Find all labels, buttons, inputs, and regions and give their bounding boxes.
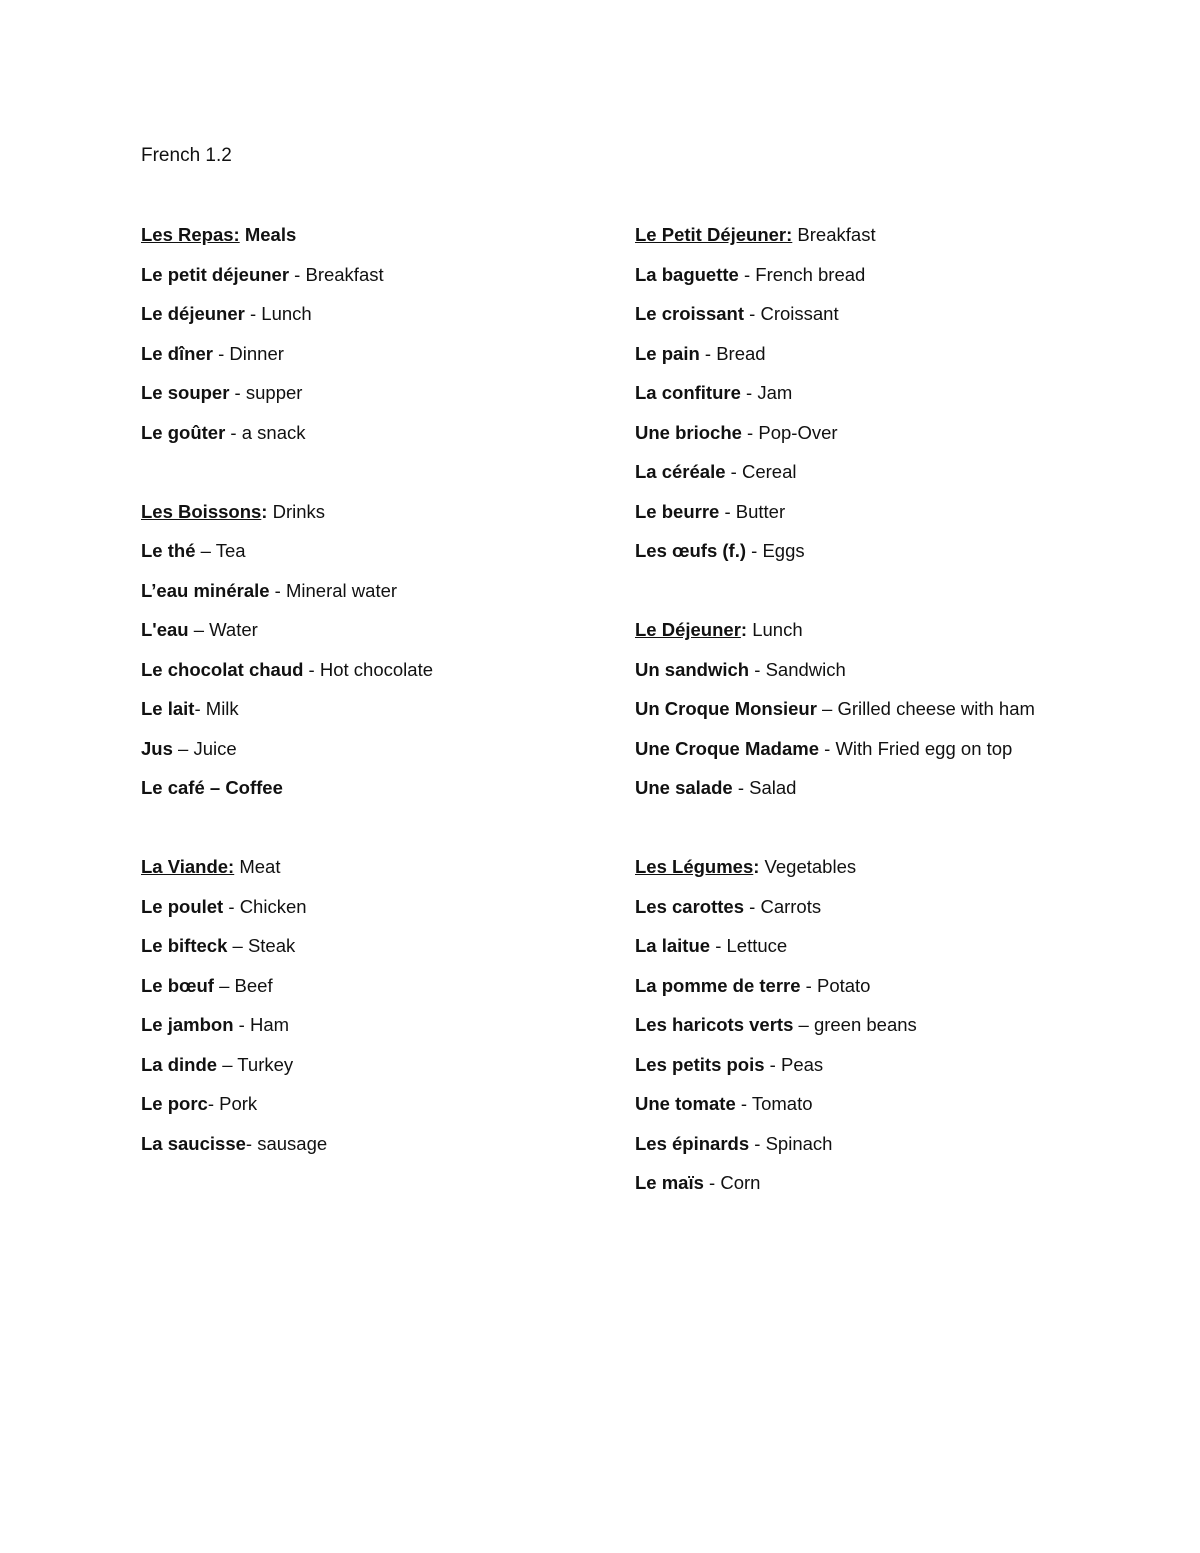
section-heading — [635, 856, 1115, 896]
vocab-item — [141, 619, 601, 659]
vocab-translation: Croissant — [760, 303, 839, 324]
vocab-term: Le pain — [635, 342, 700, 364]
vocab-term: Les haricots verts — [635, 1014, 794, 1035]
vocab-translation: Mineral water — [286, 579, 398, 601]
vocab-translation: Grilled cheese with ham — [837, 698, 1035, 719]
vocab-item — [141, 777, 601, 817]
vocab-term: Le beurre — [635, 500, 720, 522]
vocab-translation: Dinner — [229, 342, 284, 364]
section-heading-translation: Vegetables — [759, 856, 857, 877]
vocab-item — [141, 540, 601, 580]
vocab-term: Une Croque Madame — [635, 737, 820, 759]
vocab-separator: – — [816, 698, 838, 719]
vocab-term: Une brioche — [635, 421, 742, 443]
section-heading-translation: Drinks — [267, 500, 326, 522]
vocab-term: Le bœuf — [141, 974, 214, 996]
vocab-separator: - — [289, 263, 306, 285]
vocab-item — [635, 1133, 1115, 1173]
section-heading — [635, 619, 1115, 659]
vocab-separator: - — [744, 895, 761, 917]
vocab-term: Les petits pois — [635, 1053, 765, 1075]
vocab-term: Un Croque Monsieur — [635, 698, 817, 719]
vocab-section — [635, 856, 1115, 1212]
vocab-separator: - — [194, 698, 206, 719]
right-column — [635, 224, 1115, 1251]
vocab-translation: Juice — [193, 737, 237, 759]
vocab-term: Le croissant — [635, 303, 744, 324]
vocab-item — [635, 738, 1115, 778]
vocab-item — [141, 422, 601, 462]
vocab-translation: Breakfast — [305, 263, 384, 285]
vocab-item — [635, 343, 1115, 383]
vocab-separator: - — [207, 1093, 220, 1114]
vocab-term: Le chocolat chaud — [141, 658, 304, 680]
vocab-translation: Bread — [716, 342, 766, 364]
vocab-item — [635, 303, 1115, 343]
vocab-translation: Water — [209, 619, 258, 640]
vocab-term: Le poulet — [141, 895, 224, 917]
vocab-section — [141, 856, 601, 1172]
section-heading-translation: Meat — [234, 856, 281, 877]
vocab-separator: - — [212, 342, 230, 364]
vocab-item — [635, 422, 1115, 462]
vocab-item — [141, 382, 601, 422]
vocab-translation: Jam — [757, 382, 793, 403]
vocab-term: La dinde — [141, 1053, 218, 1075]
section-heading-translation: Breakfast — [792, 224, 876, 245]
vocab-item — [635, 777, 1115, 817]
vocab-translation: French bread — [755, 263, 866, 285]
vocab-item — [141, 343, 601, 383]
vocab-separator: - — [744, 303, 761, 324]
vocab-separator: - — [819, 737, 836, 759]
vocab-separator: - — [741, 421, 759, 443]
vocab-separator: – — [227, 935, 248, 956]
section-heading-translation: Lunch — [747, 619, 803, 640]
vocab-translation: Peas — [780, 1053, 824, 1075]
vocab-translation: Chicken — [239, 895, 307, 917]
vocab-item — [635, 698, 1115, 738]
vocab-item — [141, 698, 601, 738]
vocab-translation: Potato — [816, 974, 871, 996]
vocab-translation: Eggs — [762, 540, 805, 561]
vocab-separator: – — [217, 1053, 238, 1075]
vocab-translation: Lettuce — [726, 935, 788, 956]
vocab-section — [635, 224, 1115, 580]
vocab-item — [635, 501, 1115, 541]
vocab-translation: Salad — [749, 777, 797, 798]
vocab-item — [141, 975, 601, 1015]
vocab-item — [141, 1093, 601, 1133]
vocab-translation: Milk — [205, 698, 239, 719]
vocab-separator: - — [245, 1132, 258, 1154]
vocab-item — [141, 659, 601, 699]
vocab-term: La baguette — [635, 263, 739, 285]
section-heading — [141, 856, 601, 896]
vocab-term: L’eau minérale — [141, 579, 270, 601]
vocab-translation: Sandwich — [765, 658, 846, 680]
vocab-translation: sausage — [257, 1132, 328, 1154]
section-heading-label: Les Légumes — [635, 856, 754, 877]
vocab-translation: Corn — [720, 1172, 761, 1193]
vocab-term: Le dîner — [141, 342, 213, 364]
vocab-translation: Turkey — [237, 1053, 294, 1075]
vocab-translation: Ham — [249, 1014, 290, 1035]
section-heading-translation: Meals — [239, 224, 297, 245]
vocab-translation: Pop-Over — [758, 421, 838, 443]
vocab-section — [635, 619, 1115, 817]
section-heading-colon: : — [261, 500, 268, 522]
vocab-term: Le déjeuner — [141, 303, 245, 324]
vocab-separator: - — [269, 579, 286, 601]
vocab-term: Le lait — [141, 698, 195, 719]
vocab-term: Une tomate — [635, 1093, 736, 1114]
vocab-term: La céréale — [635, 461, 726, 482]
vocab-term: La confiture — [635, 382, 741, 403]
vocab-item — [141, 1133, 601, 1173]
vocab-translation: green beans — [813, 1014, 917, 1035]
vocab-item — [141, 303, 601, 343]
vocab-term: Le thé — [141, 540, 196, 561]
vocab-separator: - — [703, 1172, 721, 1193]
left-column — [141, 224, 601, 1212]
vocab-translation: Cereal — [741, 461, 797, 482]
vocab-separator: - — [735, 1093, 752, 1114]
vocab-term: Le jambon — [141, 1014, 234, 1035]
vocab-section — [141, 501, 601, 817]
vocab-separator: - — [725, 461, 742, 482]
section-heading-label: La Viande: — [141, 856, 235, 877]
vocab-separator: - — [740, 382, 758, 403]
vocab-item — [635, 264, 1115, 304]
vocab-term: Les épinards — [635, 1132, 750, 1154]
vocab-item — [141, 1014, 601, 1054]
vocab-translation: Spinach — [765, 1132, 833, 1154]
vocab-term: Le goûter — [141, 421, 226, 443]
vocab-separator: - — [303, 658, 320, 680]
vocab-term: L'eau — [141, 619, 189, 640]
vocab-term: Le café – Coffee — [141, 777, 283, 798]
vocab-item — [635, 461, 1115, 501]
vocab-separator: - — [223, 895, 240, 917]
vocab-item — [635, 1054, 1115, 1094]
vocab-term: Jus — [141, 737, 173, 759]
vocab-translation: Lunch — [261, 303, 312, 324]
vocab-translation: Butter — [735, 500, 786, 522]
vocab-separator: - — [710, 935, 727, 956]
vocab-separator: – — [188, 619, 210, 640]
vocab-item — [635, 935, 1115, 975]
vocab-separator: – — [793, 1014, 814, 1035]
vocab-translation: supper — [245, 382, 303, 403]
vocab-separator: – — [213, 974, 235, 996]
vocab-separator: - — [746, 540, 763, 561]
vocab-translation: Tea — [215, 540, 246, 561]
vocab-term: La saucisse — [141, 1132, 246, 1154]
vocab-term: Les œufs (f.) — [635, 540, 746, 561]
section-heading — [141, 501, 601, 541]
section-heading-label: Les Repas: — [141, 224, 240, 245]
vocab-translation: Tomato — [751, 1093, 813, 1114]
vocab-item — [635, 540, 1115, 580]
section-heading-label: Le Déjeuner — [635, 619, 741, 640]
vocab-separator: - — [229, 382, 246, 403]
vocab-separator: - — [732, 777, 750, 798]
vocab-translation: With Fried egg on top — [835, 737, 1013, 759]
document-title: French 1.2 — [141, 145, 232, 166]
vocab-item — [635, 1014, 1115, 1054]
vocab-item — [141, 935, 601, 975]
vocab-separator: - — [719, 500, 736, 522]
vocab-item — [141, 896, 601, 936]
vocab-term: Le maïs — [635, 1172, 704, 1193]
vocab-term: Les carottes — [635, 895, 744, 917]
vocab-item — [141, 264, 601, 304]
vocab-separator: – — [195, 540, 216, 561]
vocab-translation: Steak — [247, 935, 296, 956]
vocab-separator: - — [699, 342, 717, 364]
vocab-item — [635, 1172, 1115, 1212]
vocab-item — [635, 659, 1115, 699]
vocab-term: La pomme de terre — [635, 974, 801, 996]
vocab-item — [635, 382, 1115, 422]
vocab-term: La laitue — [635, 935, 711, 956]
vocab-translation: Hot chocolate — [319, 658, 433, 680]
section-heading — [141, 224, 601, 264]
section-heading — [635, 224, 1115, 264]
section-heading-label: Les Boissons — [141, 500, 262, 522]
vocab-separator: - — [225, 421, 242, 443]
vocab-separator: - — [800, 974, 817, 996]
vocab-separator: - — [244, 303, 262, 324]
vocab-term: Le souper — [141, 382, 230, 403]
vocab-item — [635, 896, 1115, 936]
vocab-translation: Beef — [234, 974, 273, 996]
vocab-separator: – — [172, 737, 194, 759]
vocab-separator: - — [764, 1053, 781, 1075]
vocab-translation: Carrots — [760, 895, 822, 917]
section-heading-label: Le Petit Déjeuner: — [635, 224, 793, 245]
vocab-separator: - — [749, 1132, 766, 1154]
vocab-item — [141, 738, 601, 778]
vocab-separator: - — [738, 263, 756, 285]
vocab-separator: - — [233, 1014, 250, 1035]
section-heading-colon: : — [740, 619, 748, 640]
vocab-term: Une salade — [635, 777, 733, 798]
vocab-translation: Pork — [219, 1093, 258, 1114]
vocab-separator: - — [749, 658, 766, 680]
vocab-section — [141, 224, 601, 461]
vocab-term: Le petit déjeuner — [141, 263, 290, 285]
vocab-item — [141, 580, 601, 620]
vocab-term: Le porc — [141, 1093, 208, 1114]
vocab-translation: a snack — [241, 421, 306, 443]
vocab-item — [635, 1093, 1115, 1133]
section-heading-colon: : — [753, 856, 760, 877]
vocab-term: Le bifteck — [141, 935, 228, 956]
vocab-term: Un sandwich — [635, 658, 750, 680]
vocab-item — [635, 975, 1115, 1015]
vocab-item — [141, 1054, 601, 1094]
